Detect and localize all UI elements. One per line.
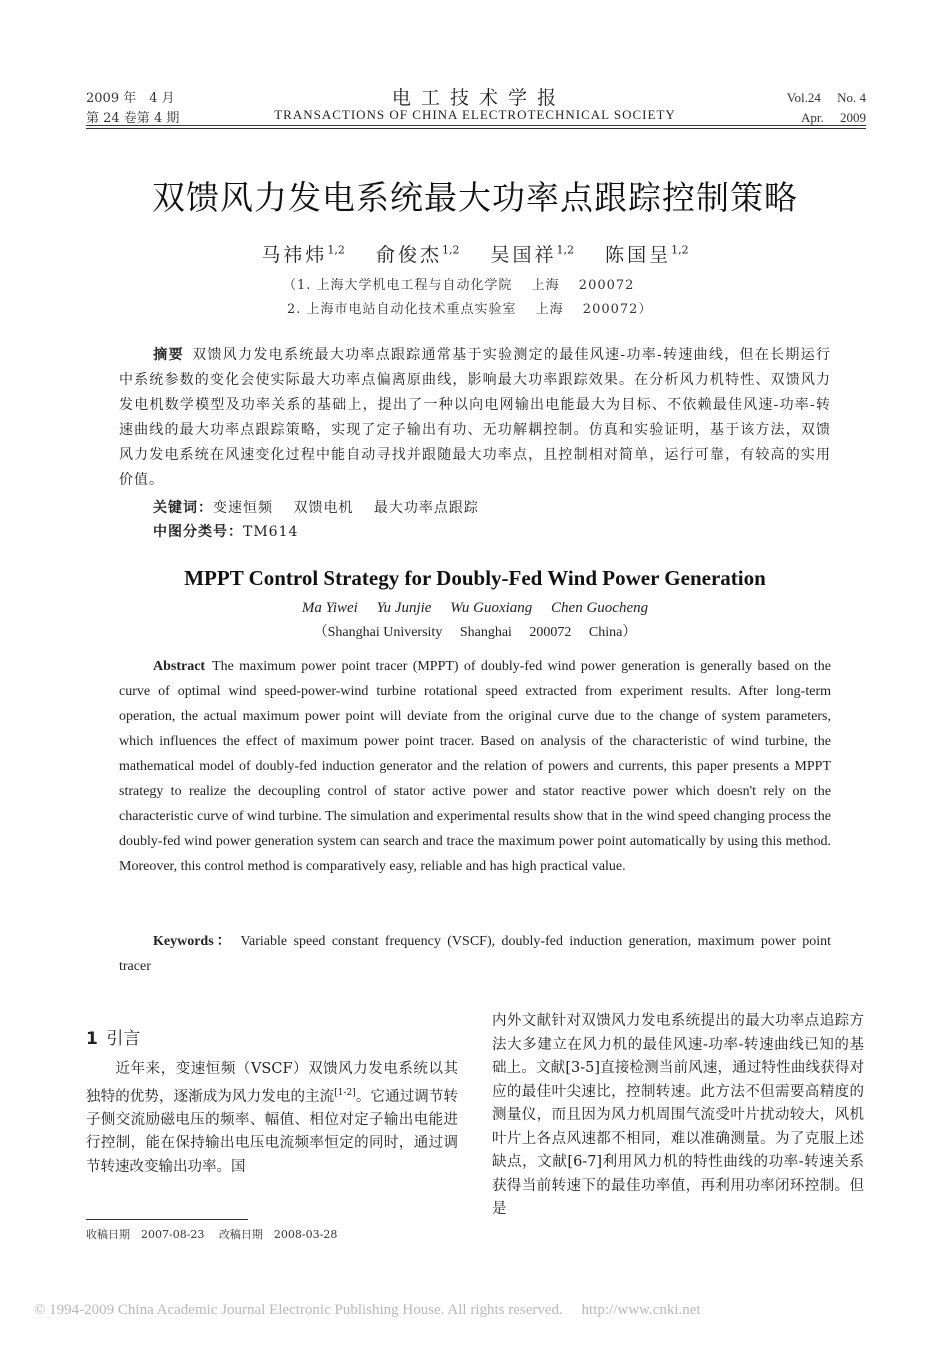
clc-value: TM614 bbox=[243, 524, 299, 540]
header-date: 2009 年 4 月 bbox=[86, 91, 175, 106]
keywords-en-label: Keywords： bbox=[153, 934, 234, 949]
journal-title-en: TRANSACTIONS OF CHINA ELECTROTECHNICAL SOCIETY bbox=[274, 107, 676, 122]
footnote-dates: 收稿日期 2007-08-23 改稿日期 2008-03-28 bbox=[86, 1228, 338, 1241]
affiliation-2: 2. 上海市电站自动化技术重点实验室 上海 200072） bbox=[287, 302, 653, 317]
affiliation-1: （1. 上海大学机电工程与自动化学院 上海 200072 bbox=[283, 278, 635, 293]
header-month-year: Apr. 2009 bbox=[800, 110, 866, 125]
header-volume-cn: 第 24 卷第 4 期 bbox=[86, 111, 180, 126]
abstract-cn-label: 摘要 bbox=[153, 347, 184, 363]
keywords-en-text: Variable speed constant frequency (VSCF), doubly-fed induction generation, maximum power point tracer bbox=[119, 934, 831, 974]
abstract-en-text: The maximum power point tracer (MPPT) of doubly-fed wind power generation is generally based on the curve of optimal wind speed-power-wind turbine rotational speed extracted from experiment results. After long-term operation, the actual maximum power point will deviate from the original curve due to the change of system parameters, which influences the effect of maximum power point tracer. Based on analysis of the characteristic of wind turbine, the mathematical model of doubly-fed induction generator and the relation of powers and currents, this paper presents a MPPT strategy to realize the decoupling control of stator active power and stator reactive power which doesn't rely on the characteristic curve of wind turbine. The simulation and experimental results show that in the wind speed changing process the doubly-fed wind power generation system can search and trace the maximum power point automatically by using this method. Moreover, this control method is comparatively easy, reliable and has high practical value. bbox=[119, 659, 831, 874]
author-name: 吴国祥 bbox=[490, 244, 557, 266]
journal-title-cn: 电 工 技 术 学 报 bbox=[391, 87, 559, 109]
keywords-en bbox=[119, 929, 831, 979]
section-number: 1 bbox=[86, 1029, 98, 1049]
affiliation-en: （Shanghai University Shanghai 200072 China） bbox=[313, 625, 637, 640]
clc-number bbox=[153, 521, 298, 541]
author-name: 俞俊杰 bbox=[375, 244, 442, 266]
abstract-cn-text: 双馈风力发电系统最大功率点跟踪通常基于实验测定的最佳风速-功率-转速曲线，但在长期运行中系统参数的变化会使实际最大功率点偏离原曲线，影响最大功率跟踪效果。在分析风力机特性、双馈风力发电机数学模型及功率关系的基础上，提出了一种以向电网输出电能最大为目标、不依赖最佳风速-功率-转速曲线的最大功率点跟踪策略，实现了定子输出有功、无功解耦控制。仿真和实验证明，基于该方法，双馈风力发电系统在风速变化过程中能自动寻找并跟随最大功率点，且控制相对简单，运行可靠，有较高的实用价值。 bbox=[119, 347, 831, 488]
abstract-en-label: Abstract bbox=[153, 659, 206, 674]
author-name: 陈国呈 bbox=[605, 244, 672, 266]
intro-text-b: 。它通过调节转子侧交流励磁电压的频率、幅值、相位对定子输出电能进行控制，能在保持输出电压电流频率恒定的同时，通过调节转速改变输出功率。国 bbox=[86, 1088, 459, 1175]
copyright-line: © 1994-2009 China Academic Journal Electronic Publishing House. All rights reserved. http://www.cnki.net bbox=[34, 1302, 701, 1318]
clc-label: 中图分类号： bbox=[153, 524, 243, 540]
header-rule-top bbox=[86, 125, 866, 126]
author-name: 马祎炜 bbox=[261, 244, 328, 266]
section-title: 引言 bbox=[106, 1029, 141, 1049]
citation-ref: [1-2] bbox=[334, 1087, 356, 1098]
author-affil-sup: 1,2 bbox=[327, 243, 345, 257]
author-affil-sup: 1,2 bbox=[671, 243, 689, 257]
footnote-rule bbox=[86, 1219, 248, 1220]
paper-title-en: MPPT Control Strategy for Doubly-Fed Wind Power Generation bbox=[184, 566, 766, 590]
header-rule-bottom bbox=[86, 128, 866, 129]
column-right-text: 内外文献针对双馈风力发电系统提出的最大功率点追踪方法大多建立在风力机的最佳风速-功率-转速曲线已知的基础上。文献[3-5]直接检测当前风速，通过特性曲线获得对应的最佳叶尖速比，控制转速。此方法不但需要高精度的测量仪，而且因为风力机周围气流受叶片扰动较大，风机叶片上各点风速都不相同，难以准确测量。为了克服上述缺点，文献[6-7]利用风力机的特性曲线的功率-转速关系获得当前转速下的最佳功率值，再利用功率闭环控制。但是 bbox=[492, 1013, 864, 1217]
author-list bbox=[0, 240, 950, 267]
abstract-cn bbox=[119, 343, 831, 493]
authors-en: Ma Yiwei Yu Junjie Wu Guoxiang Chen Guocheng bbox=[301, 600, 649, 616]
paper-title-cn: 双馈风力发电系统最大功率点跟踪控制策略 bbox=[152, 178, 798, 217]
section-heading bbox=[86, 1024, 140, 1049]
header-vol-no: Vol.24 No. 4 bbox=[786, 90, 866, 105]
column-left-text bbox=[86, 1058, 458, 1179]
keywords-cn-label: 关键词： bbox=[153, 500, 213, 516]
author-affil-sup: 1,2 bbox=[556, 243, 575, 257]
abstract-en bbox=[119, 654, 831, 879]
author-affil-sup: 1,2 bbox=[441, 243, 460, 257]
keywords-cn bbox=[153, 497, 479, 517]
intro-text-a: 近年来，变速恒频（VSCF）双馈风力发电系统以其独特的优势，逐渐成为风力发电的主流 bbox=[86, 1061, 458, 1105]
keywords-cn-text: 变速恒频 双馈电机 最大功率点跟踪 bbox=[213, 500, 479, 516]
